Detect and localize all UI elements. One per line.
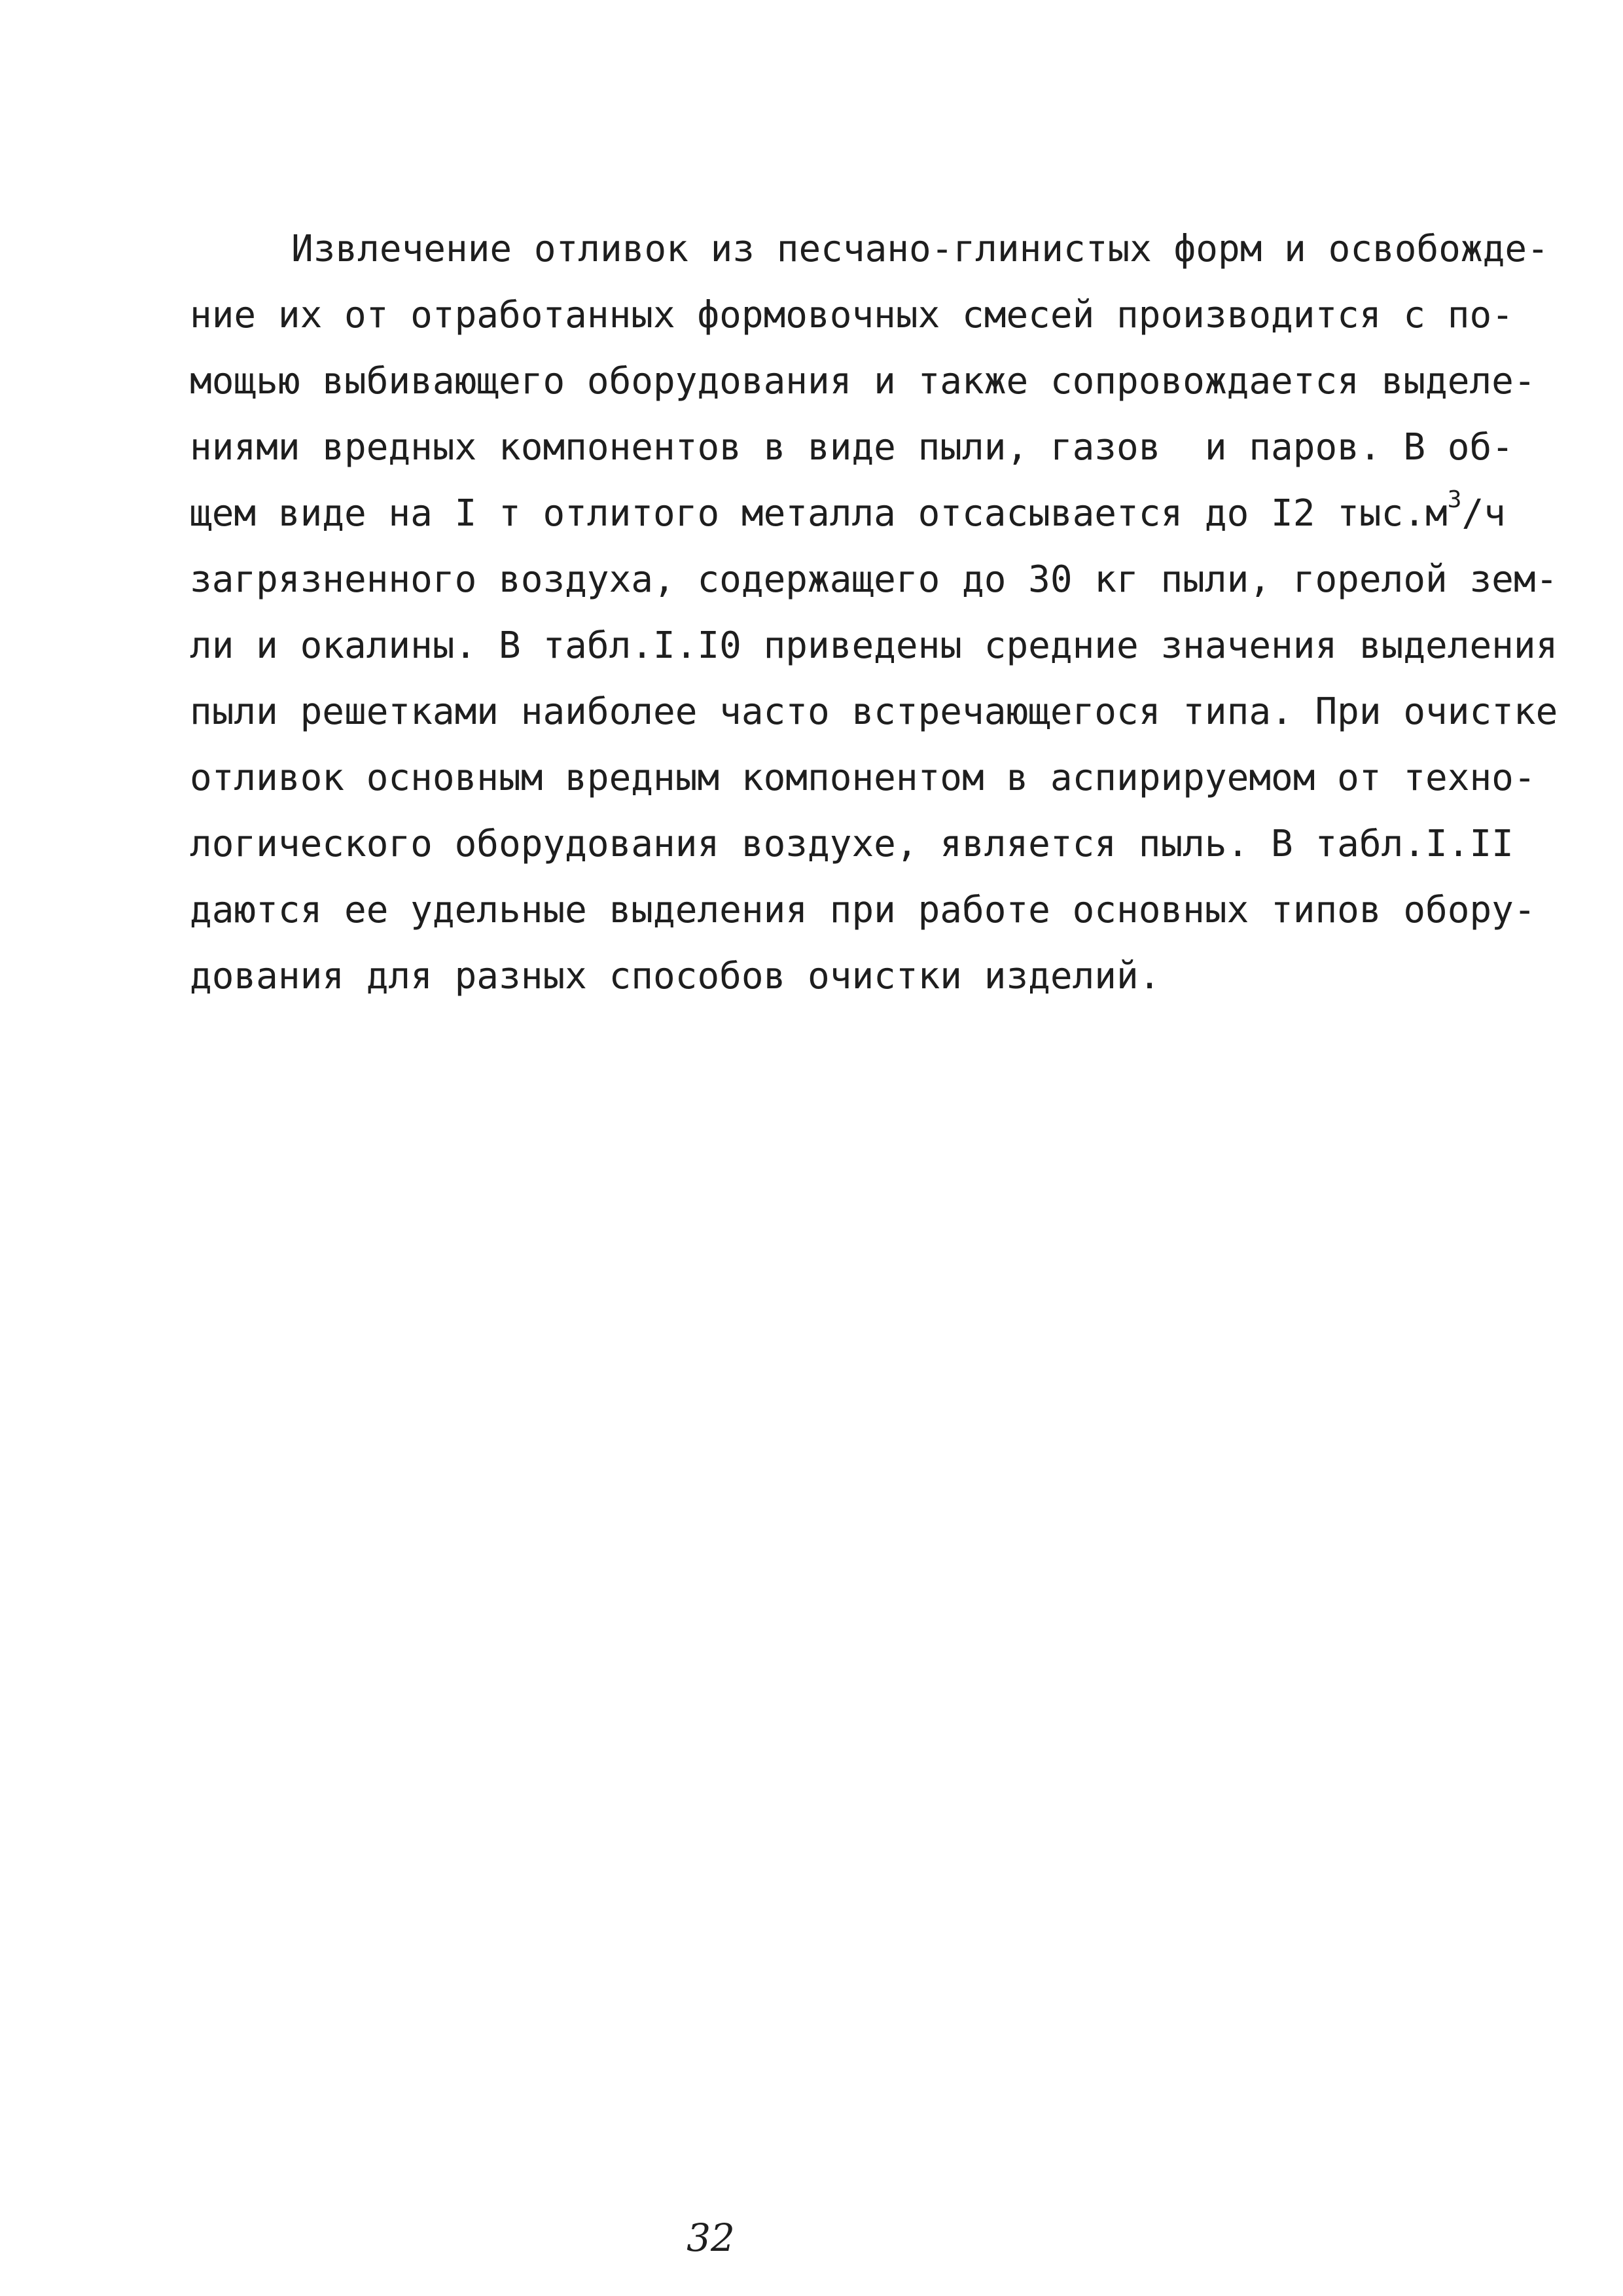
text-line: ниями вредных компонентов в виде пыли, газов и паров. В об-: [190, 426, 1514, 469]
text-line: мощью выбивающего оборудования и также сопровождается выделе-: [190, 360, 1536, 403]
text-line-main: щем виде на I т отлитого металла отсасывается до I2 тыс.м: [190, 492, 1448, 535]
text-line: логического оборудования воздухе, является пыль. В табл.I.II: [190, 823, 1514, 865]
text-line: даются ее удельные выделения при работе основных типов обору-: [190, 889, 1536, 931]
text-line: ли и окалины. В табл.I.I0 приведены средние значения выделения: [190, 624, 1558, 667]
text-line: Извлечение отливок из песчано-глинистых форм и освобожде-: [291, 228, 1549, 270]
body-paragraph: [190, 216, 1558, 1009]
cubic-superscript: 3: [1447, 486, 1462, 513]
text-line: отливок основным вредным компонентом в аспирируемом от техно-: [190, 757, 1536, 799]
text-line: загрязненного воздуха, содержащего до 30 кг пыли, горелой зем-: [190, 558, 1558, 601]
text-line: ние их от отработанных формовочных смесей производится с по-: [190, 294, 1514, 336]
text-line: дования для разных способов очистки изделий.: [190, 955, 1161, 997]
page-number: 32: [687, 2215, 735, 2260]
text-line-with-superscript: [190, 480, 1506, 547]
text-line-unit-tail: /ч: [1461, 492, 1506, 535]
text-line: пыли решетками наиболее часто встречающегося типа. При очистке: [190, 691, 1558, 733]
